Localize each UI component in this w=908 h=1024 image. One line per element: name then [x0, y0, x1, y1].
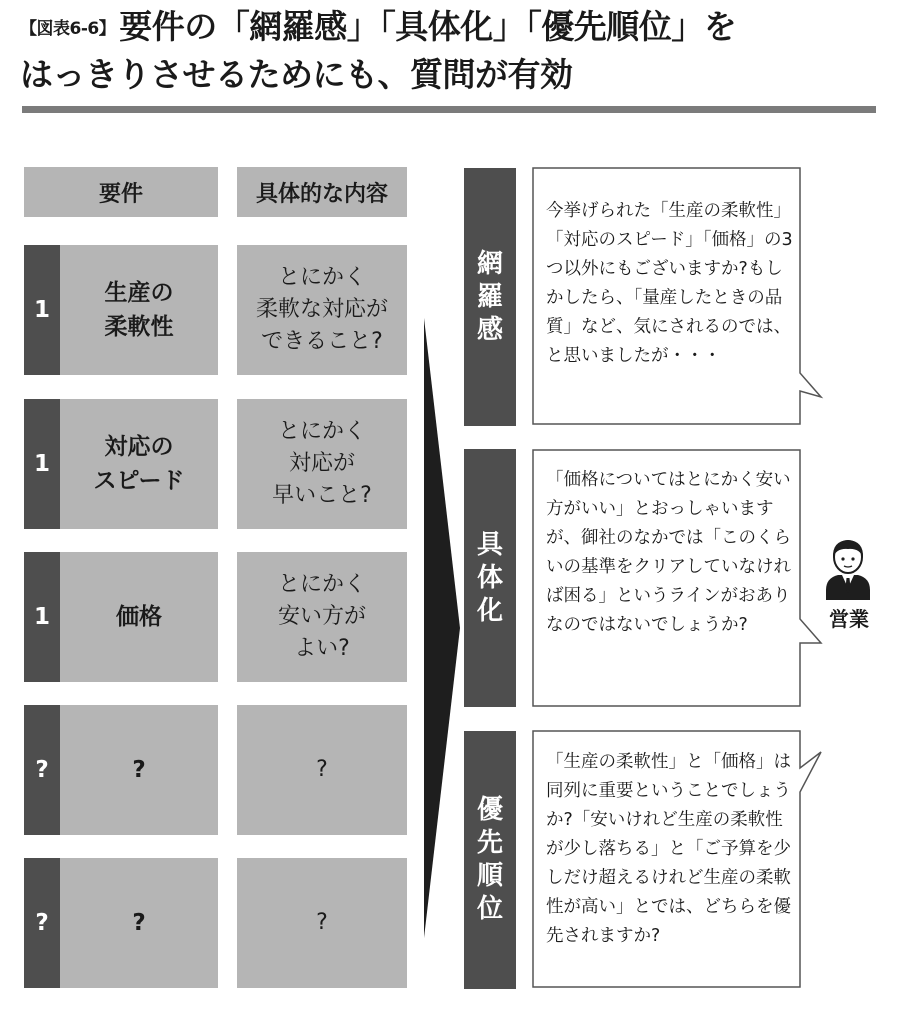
row-number: 1 — [24, 552, 60, 682]
requirement-row — [24, 245, 407, 375]
title-line-2: はっきりさせるためにも、質問が有効 — [20, 55, 573, 94]
label-specificity: 具 体 化 — [464, 449, 516, 707]
row-detail: とにかく 対応が 早いこと? — [237, 399, 407, 529]
row-number: 1 — [24, 399, 60, 529]
row-requirement: 生産の 柔軟性 — [60, 245, 218, 375]
figure-number: 【図表6-6】 — [20, 19, 116, 39]
row-detail: ? — [237, 858, 407, 988]
question-priority: 「生産の柔軟性」と「価格」は同列に重要ということでしょうか?「安いけれど生産の柔軟性が少し落ちる」と「ご予算を少しだけ超えるけれど生産の柔軟性が高い」とでは、どちらを優先されますか? — [546, 752, 791, 946]
requirement-row — [24, 552, 407, 682]
label-priority: 優 先 順 位 — [464, 731, 516, 989]
row-detail: ? — [237, 705, 407, 835]
header-detail: 具体的な内容 — [237, 167, 407, 217]
title-divider — [22, 106, 876, 113]
row-number: 1 — [24, 245, 60, 375]
requirement-row — [24, 399, 407, 529]
row-requirement: ? — [60, 858, 218, 988]
label-comprehensiveness: 網 羅 感 — [464, 168, 516, 426]
arrow-right-icon — [424, 318, 460, 938]
salesperson-label: 営業 — [829, 607, 869, 631]
row-requirement: 対応の スピード — [60, 399, 218, 529]
requirement-row — [24, 705, 407, 835]
salesperson-icon — [820, 538, 876, 600]
row-detail: とにかく 柔軟な対応が できること? — [237, 245, 407, 375]
requirement-row — [24, 858, 407, 988]
question-comprehensiveness: 今挙げられた「生産の柔軟性」「対応のスピード」「価格」の3つ以外にもございますか?もしかしたら、「量産したときの品質」など、気にされるのでは、と思いましたが・・・ — [546, 201, 793, 366]
title-line-1: 要件の「網羅感」「具体化」「優先順位」を — [119, 7, 737, 46]
question-specificity: 「価格についてはとにかく安い方がいい」とおっしゃいますが、御社のなかでは「このくらいの基準をクリアしていなければ困る」というラインがおありなのではないでしょうか? — [546, 470, 791, 635]
row-detail: とにかく 安い方が よい? — [237, 552, 407, 682]
figure-title — [20, 4, 880, 98]
header-requirement: 要件 — [24, 167, 218, 217]
row-requirement: 価格 — [60, 552, 218, 682]
row-number: ? — [24, 858, 60, 988]
row-requirement: ? — [60, 705, 218, 835]
row-number: ? — [24, 705, 60, 835]
